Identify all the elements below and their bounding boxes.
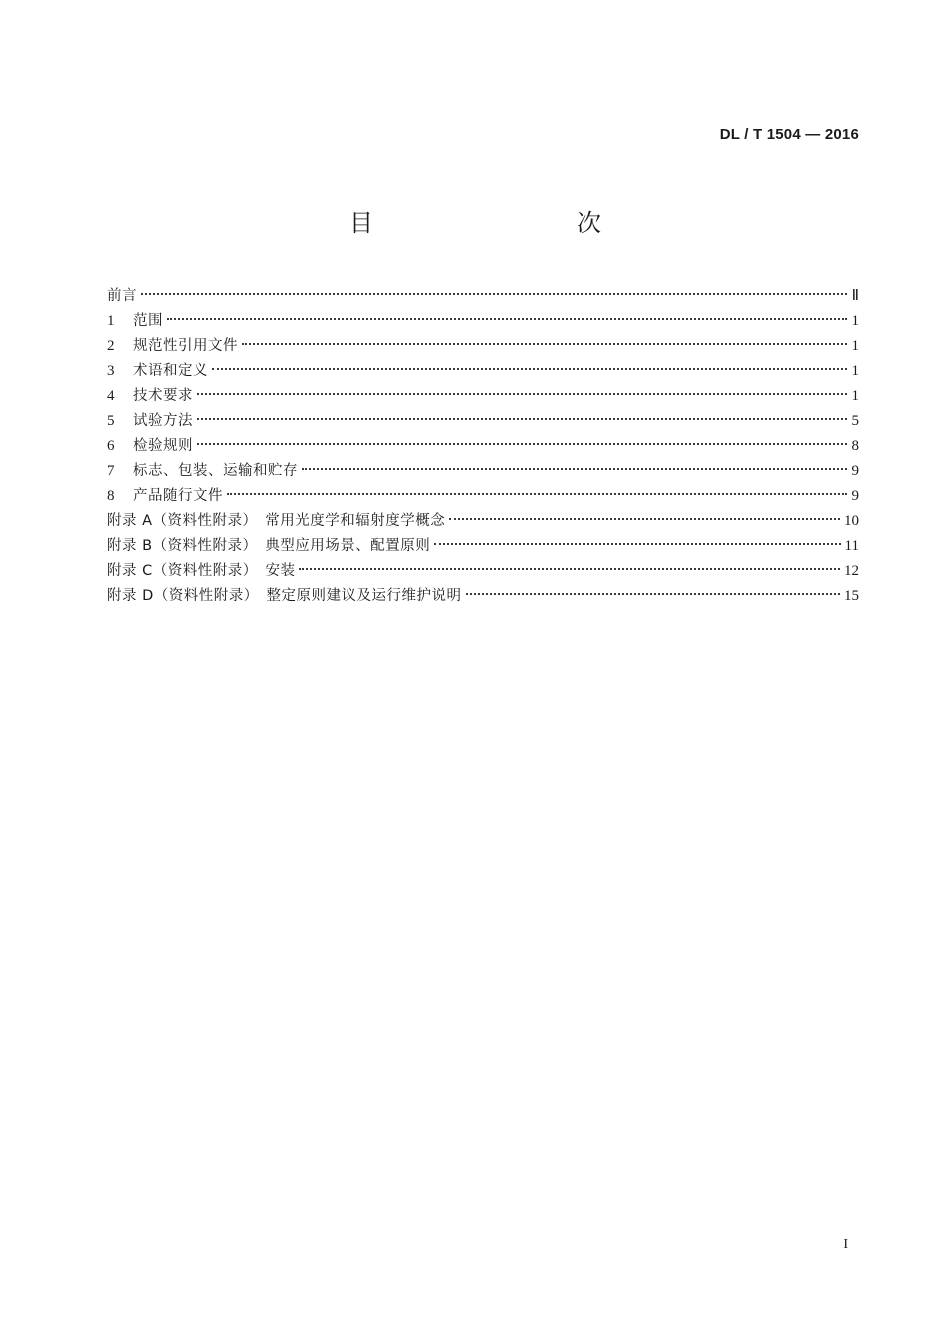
toc-entry-page: 10 bbox=[844, 513, 859, 529]
footer-page-number: I bbox=[843, 1237, 848, 1252]
toc-entry-page: Ⅱ bbox=[851, 288, 859, 304]
toc-leader-dots bbox=[449, 518, 840, 520]
toc-entry-2[interactable] bbox=[107, 334, 859, 359]
toc-entry-number: 2 bbox=[107, 338, 115, 354]
table-of-contents bbox=[107, 284, 859, 609]
toc-entry-number: 8 bbox=[107, 488, 115, 504]
toc-leader-dots bbox=[299, 568, 840, 570]
toc-entry-number: 1 bbox=[107, 313, 115, 329]
toc-entry-label: 产品随行文件 bbox=[133, 488, 223, 504]
toc-entry-foreword[interactable] bbox=[107, 284, 859, 309]
toc-entry-label: 术语和定义 bbox=[133, 363, 208, 379]
toc-entry-label: 规范性引用文件 bbox=[133, 338, 238, 354]
toc-leader-dots bbox=[227, 493, 847, 495]
toc-entry-5[interactable] bbox=[107, 409, 859, 434]
page-title: 目 次 bbox=[349, 209, 653, 237]
toc-leader-dots bbox=[242, 343, 847, 345]
toc-entry-page: 1 bbox=[851, 388, 859, 404]
toc-entry-label: 附录 C（资料性附录） 安装 bbox=[107, 563, 296, 579]
toc-entry-8[interactable] bbox=[107, 484, 859, 509]
toc-entry-1[interactable] bbox=[107, 309, 859, 334]
toc-entry-6[interactable] bbox=[107, 434, 859, 459]
toc-leader-dots bbox=[141, 293, 847, 295]
toc-entry-4[interactable] bbox=[107, 384, 859, 409]
toc-entry-label: 技术要求 bbox=[133, 388, 193, 404]
toc-entry-page: 12 bbox=[844, 563, 859, 579]
toc-entry-page: 9 bbox=[851, 463, 859, 479]
toc-entry-label: 试验方法 bbox=[133, 413, 193, 429]
toc-entry-appendix-c[interactable] bbox=[107, 559, 859, 584]
toc-entry-number: 4 bbox=[107, 388, 115, 404]
toc-entry-appendix-a[interactable] bbox=[107, 509, 859, 534]
toc-entry-7[interactable] bbox=[107, 459, 859, 484]
toc-entry-appendix-d[interactable] bbox=[107, 584, 859, 609]
toc-entry-page: 9 bbox=[851, 488, 859, 504]
toc-entry-number: 3 bbox=[107, 363, 115, 379]
toc-leader-dots bbox=[197, 443, 847, 445]
toc-leader-dots bbox=[434, 543, 840, 545]
toc-entry-page: 1 bbox=[851, 338, 859, 354]
toc-entry-page: 15 bbox=[844, 588, 859, 604]
toc-entry-3[interactable] bbox=[107, 359, 859, 384]
toc-entry-label: 范围 bbox=[133, 313, 163, 329]
toc-entry-label: 标志、包装、运输和贮存 bbox=[133, 463, 298, 479]
toc-leader-dots bbox=[302, 468, 847, 470]
toc-entry-label: 检验规则 bbox=[133, 438, 193, 454]
toc-entry-page: 1 bbox=[851, 313, 859, 329]
toc-entry-number: 6 bbox=[107, 438, 115, 454]
toc-leader-dots bbox=[466, 593, 840, 595]
toc-entry-number: 7 bbox=[107, 463, 115, 479]
toc-entry-label: 附录 B（资料性附录） 典型应用场景、配置原则 bbox=[107, 538, 431, 554]
toc-leader-dots bbox=[197, 418, 847, 420]
toc-entry-label: 附录 D（资料性附录） 整定原则建议及运行维护说明 bbox=[107, 588, 462, 604]
toc-entry-label: 附录 A（资料性附录） 常用光度学和辐射度学概念 bbox=[107, 513, 446, 529]
toc-entry-appendix-b[interactable] bbox=[107, 534, 859, 559]
toc-leader-dots bbox=[212, 368, 847, 370]
toc-leader-dots bbox=[197, 393, 847, 395]
toc-entry-number: 5 bbox=[107, 413, 115, 429]
toc-entry-page: 11 bbox=[844, 538, 859, 554]
toc-entry-page: 1 bbox=[851, 363, 859, 379]
toc-entry-page: 5 bbox=[851, 413, 859, 429]
standard-code: DL / T 1504 — 2016 bbox=[719, 126, 859, 143]
toc-entry-label: 前言 bbox=[107, 288, 137, 304]
toc-entry-page: 8 bbox=[851, 438, 859, 454]
toc-leader-dots bbox=[167, 318, 847, 320]
